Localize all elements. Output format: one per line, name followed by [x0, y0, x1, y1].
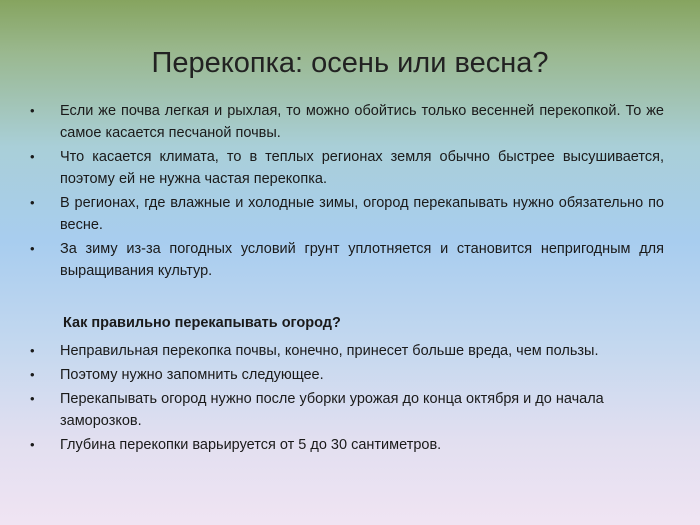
bullet-marker: •: [30, 343, 35, 358]
list-item-text: Глубина перекопки варьируется от 5 до 30 сантиметров.: [60, 437, 442, 453]
list-item-text: Что касается климата, то в теплых регионах земля обычно быстрее высушивается, поэтому ей не нужна частая перекопка.: [60, 149, 664, 187]
bullet-marker: •: [30, 195, 35, 210]
list-item: [28, 434, 664, 456]
list-item: [28, 100, 664, 144]
list-item: [28, 146, 664, 190]
list-item-text: Перекапывать огород нужно после уборки урожая до конца октября и до начала заморозков.: [60, 391, 604, 429]
list-item: [28, 364, 664, 386]
bullet-marker: •: [30, 103, 35, 118]
bullet-marker: •: [30, 437, 35, 452]
list-item-text: За зиму из-за погодных условий грунт уплотняется и становится непригодным для выращивания культур.: [60, 241, 664, 279]
bullet-marker: •: [30, 391, 35, 406]
bullet-marker: •: [30, 241, 35, 256]
bullet-list-bottom: [28, 340, 664, 458]
list-item-text: Если же почва легкая и рыхлая, то можно обойтись только весенней перекопкой. То же самое касается песчаной почвы.: [60, 103, 664, 141]
list-item: [28, 238, 664, 282]
subheading: Как правильно перекапывать огород?: [63, 315, 341, 331]
bullet-marker: •: [30, 149, 35, 164]
list-item-text: В регионах, где влажные и холодные зимы, огород перекапывать нужно обязательно по весне.: [60, 195, 664, 233]
list-item: [28, 192, 664, 236]
list-item: [28, 340, 664, 362]
list-item-text: Неправильная перекопка почвы, конечно, принесет больше вреда, чем пользы.: [60, 343, 599, 359]
list-item: [28, 388, 664, 432]
list-item-text: Поэтому нужно запомнить следующее.: [60, 367, 324, 383]
bullet-list-top: [28, 100, 664, 284]
slide-title: Перекопка: осень или весна?: [151, 47, 549, 80]
bullet-marker: •: [30, 367, 35, 382]
